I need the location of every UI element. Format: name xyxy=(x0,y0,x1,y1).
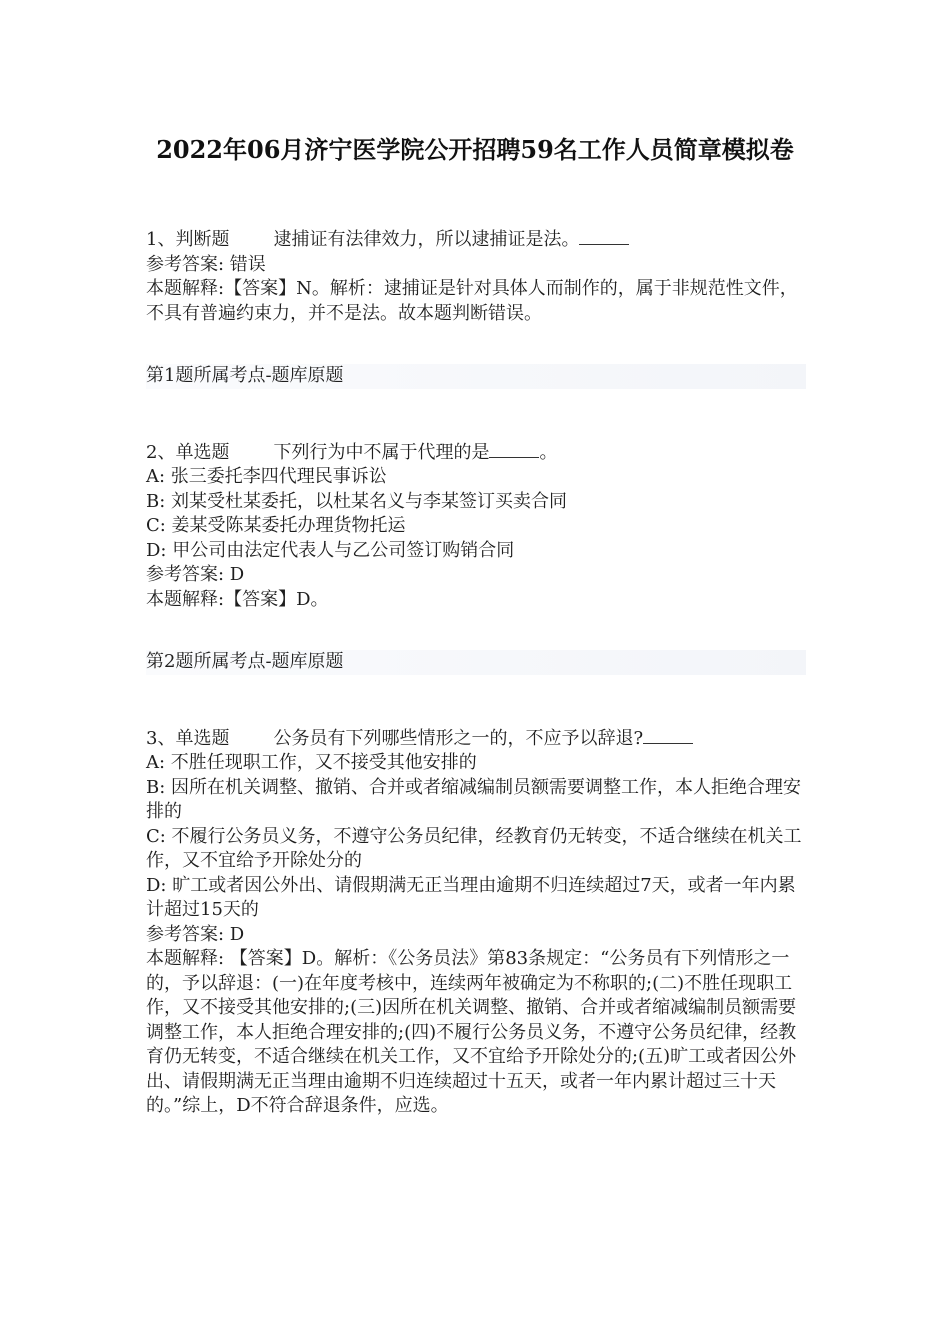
question-1-explanation: 本题解释:【答案】N。解析：逮捕证是针对具体人而制作的，属于非规范性文件，不具有普遍约束力，并不是法。故本题判断错误。 xyxy=(146,278,798,324)
question-1-stem: 逮捕证有法律效力，所以逮捕证是法。 xyxy=(273,229,580,250)
question-2-answer: 参考答案: D xyxy=(146,564,245,585)
question-3-option-d: D: 旷工或者因公外出、请假期满无正当理由逾期不归连续超过7天，或者一年内累计超过15天的 xyxy=(146,874,796,920)
document-title: 2022年06月济宁医学院公开招聘59名工作人员简章模拟卷 xyxy=(156,135,794,164)
question-3-option-c: C: 不履行公务员义务，不遵守公务员纪律，经教育仍无转变，不适合继续在机关工作，又不宜给予开除处分的 xyxy=(146,825,802,871)
question-2-option-a: A: 张三委托李四代理民事诉讼 xyxy=(146,466,387,487)
question-2-stem-tail: 。 xyxy=(539,441,558,463)
question-1-topic-block xyxy=(146,364,806,389)
answer-blank xyxy=(643,729,693,744)
question-2-stem: 下列行为中不属于代理的是 xyxy=(273,441,490,463)
question-1-number: 1、判断题 xyxy=(146,229,230,250)
question-3-stem: 公务员有下列哪些情形之一的，不应予以辞退? xyxy=(273,727,644,749)
question-2-explanation: 本题解释:【答案】D。 xyxy=(146,588,329,610)
question-3 xyxy=(146,727,806,1119)
question-3-number: 3、单选题 xyxy=(146,727,230,749)
question-2 xyxy=(146,441,806,613)
question-2-topic-block xyxy=(146,650,806,675)
question-3-option-b: B: 因所在机关调整、撤销、合并或者缩减编制员额需要调整工作，本人拒绝合理安排的 xyxy=(146,776,802,822)
question-2-number: 2、单选题 xyxy=(146,441,230,463)
question-2-stem-line xyxy=(146,441,806,466)
question-3-answer: 参考答案: D xyxy=(146,923,245,945)
question-2-option-d: D: 甲公司由法定代表人与乙公司签订购销合同 xyxy=(146,539,515,561)
answer-blank xyxy=(579,230,629,245)
question-2-option-b: B: 刘某受杜某委托，以杜某名义与李某签订买卖合同 xyxy=(146,490,568,512)
question-1-topic: 第1题所属考点-题库原题 xyxy=(146,364,806,389)
question-3-stem-line xyxy=(146,727,806,752)
question-1-stem-line xyxy=(146,228,806,253)
answer-blank xyxy=(489,443,539,458)
question-1-answer: 参考答案: 错误 xyxy=(146,253,266,275)
document-body xyxy=(146,228,806,1157)
question-1 xyxy=(146,228,806,326)
question-2-option-c: C: 姜某受陈某委托办理货物托运 xyxy=(146,515,406,536)
question-2-topic: 第2题所属考点-题库原题 xyxy=(146,650,806,675)
question-3-explanation: 本题解释: 【答案】D。解析：《公务员法》第83条规定：“公务员有下列情形之一的，予以辞退：(一)在年度考核中，连续两年被确定为不称职的;(二)不胜任现职工作，又不接受其他安排的;(三)因所在机关调整、撤销、合并或者缩减编制员额需要调整工作，本人拒绝合理安排的;(四)不履行公务员义务，不遵守公务员纪律，经教育仍无转变，不适合继续在机关工作，又不宜给予开除处分的;(五)旷工或者因公外出、请假期满无正当理由逾期不归连续超过十五天，或者一年内累计超过三十天的。”综上，D不符合辞退条件，应选。 xyxy=(146,948,797,1116)
question-3-option-a: A: 不胜任现职工作，又不接受其他安排的 xyxy=(146,752,477,773)
